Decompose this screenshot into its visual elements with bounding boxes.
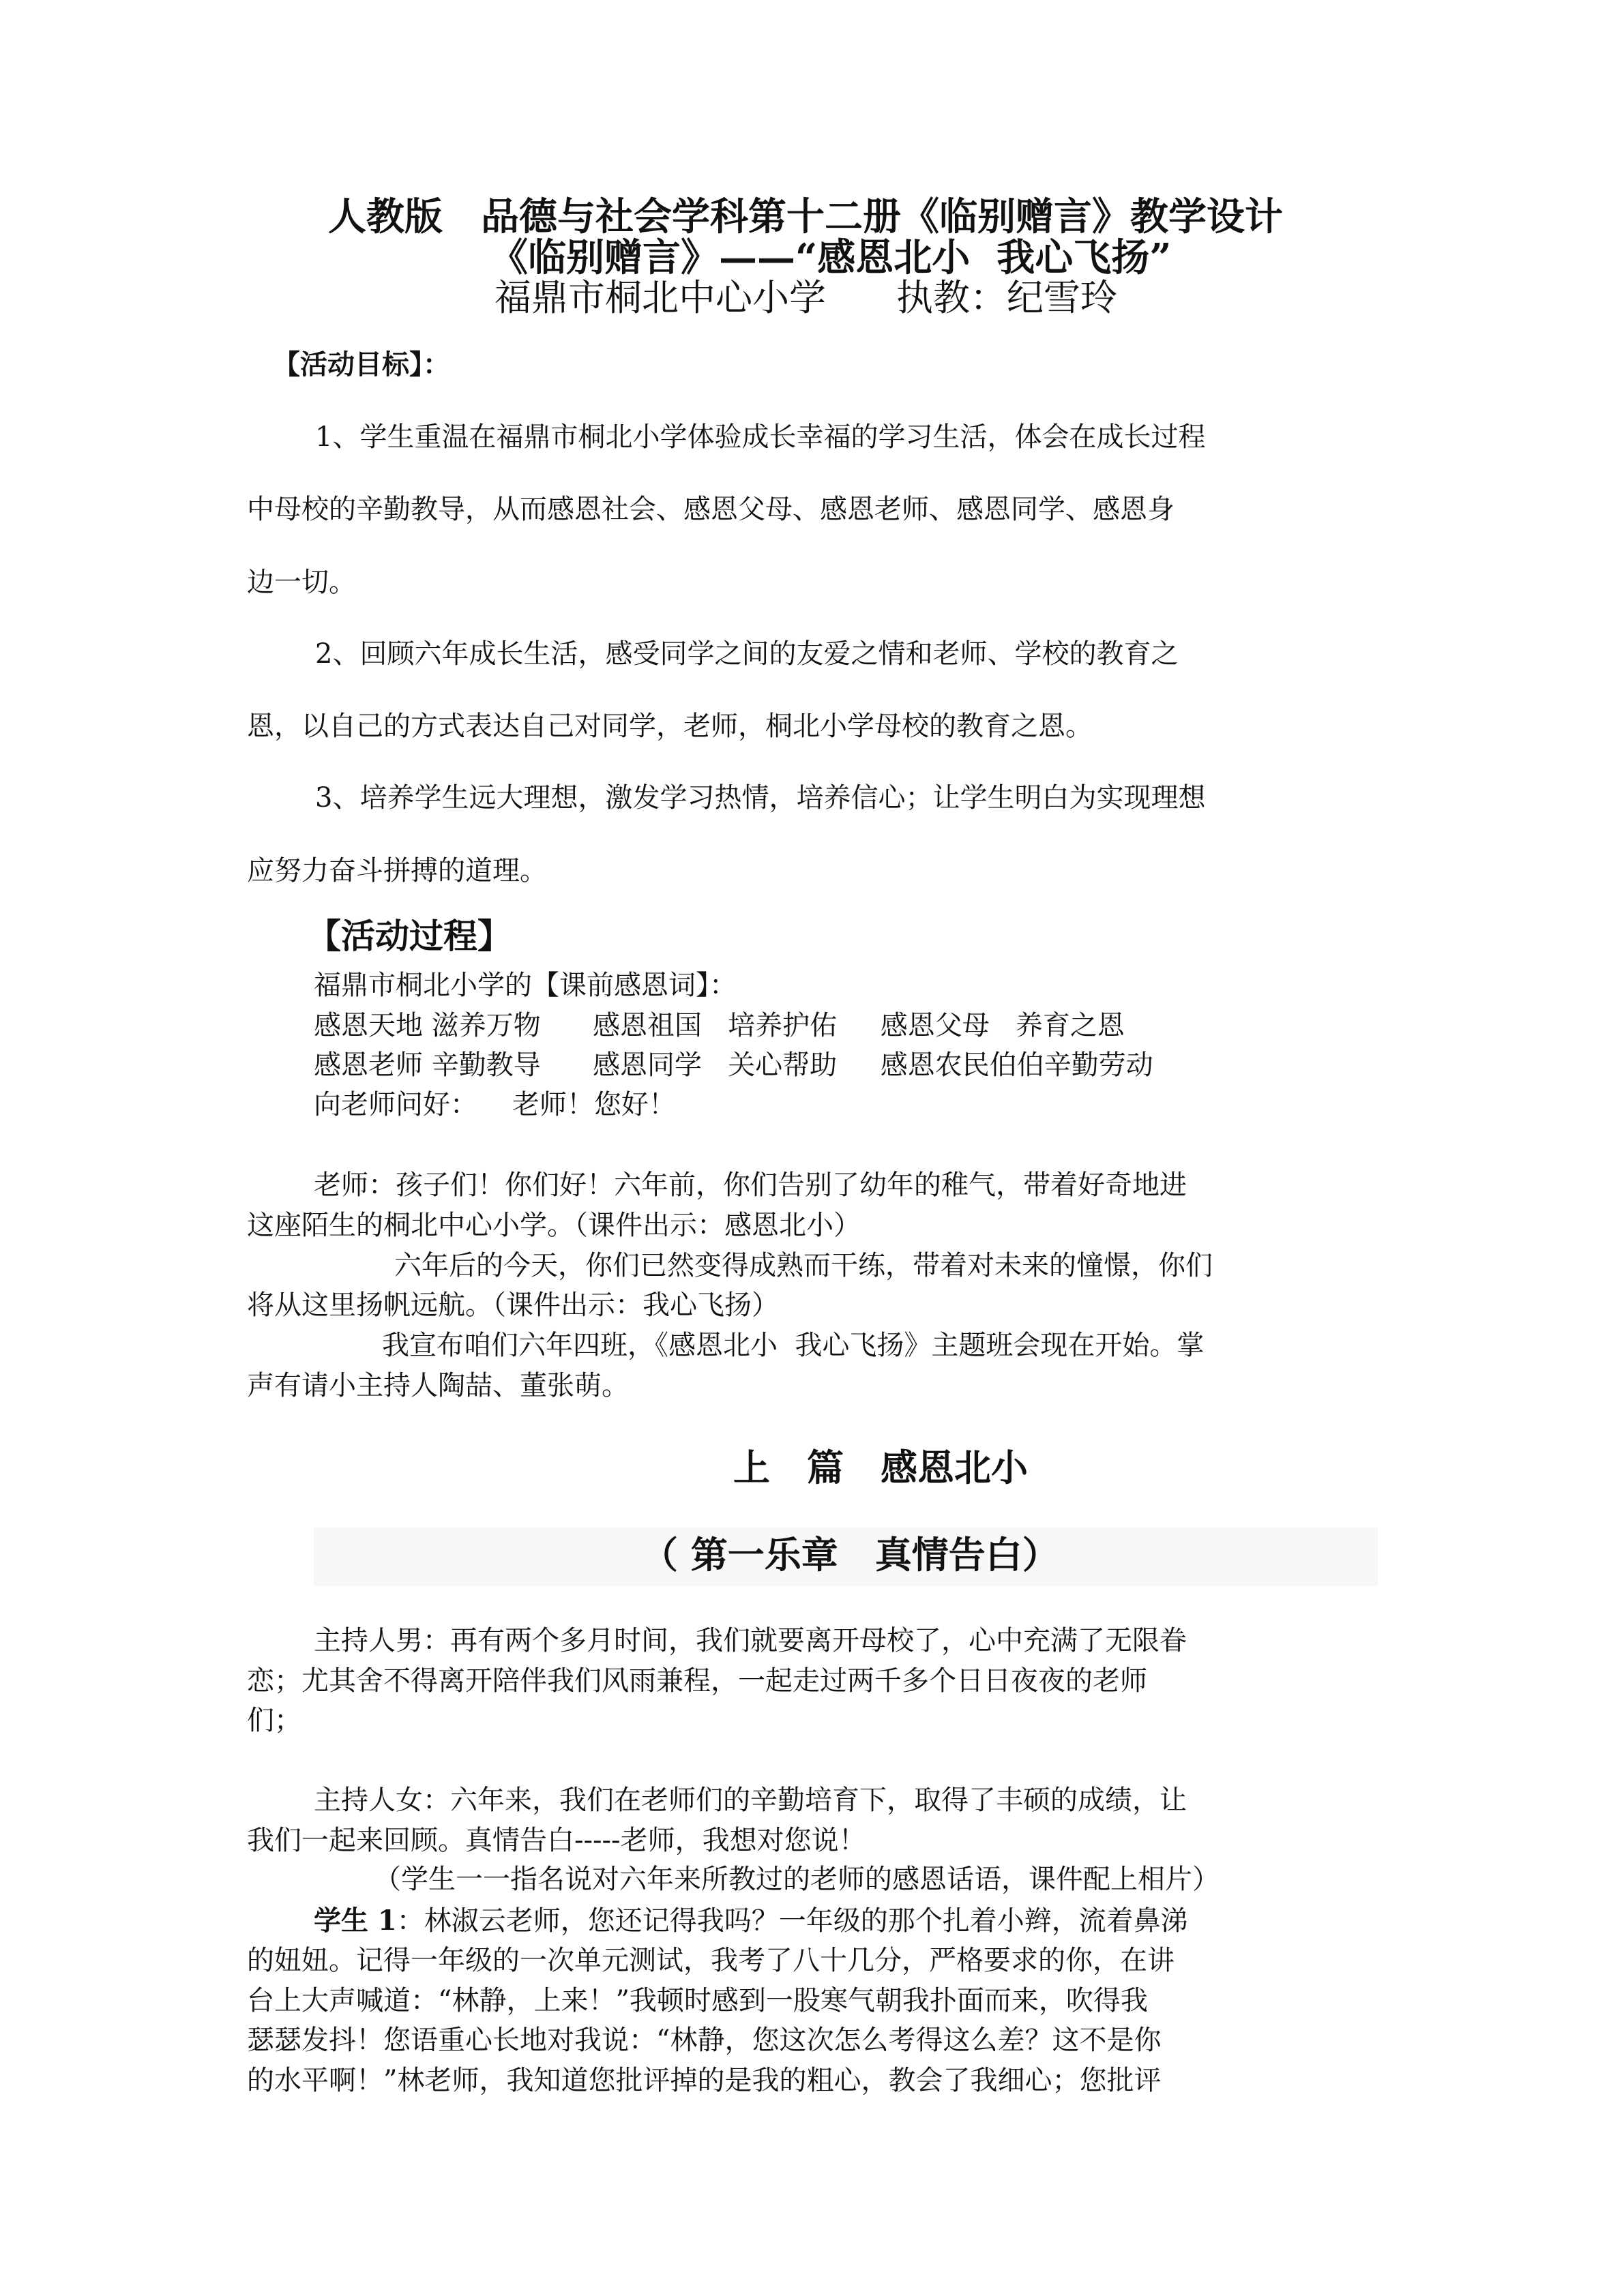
teacher-line: 我宣布咱们六年四班，《感恩北小 我心飞扬》主题班会现在开始。掌 bbox=[382, 1330, 1205, 1361]
dialogue-line: 们； bbox=[247, 1705, 301, 1736]
student-1-line: 瑟瑟发抖！您语重心长地对我说：“林静，您这次怎么考得这么差？这不是你 bbox=[247, 2025, 1162, 2056]
part-title: 上 篇 感恩北小 bbox=[733, 1446, 1028, 1489]
student-1-text: ：林淑云老师，您还记得我吗？一年级的那个扎着小辫，流着鼻涕 bbox=[396, 1905, 1188, 1937]
student-1-line: 台上大声喊道：“林静，上来！”我顿时感到一股寒气朝我扑面而来，吹得我 bbox=[247, 1985, 1148, 2016]
teacher-line: 六年后的今天，你们已然变得成熟而干练，带着对未来的憧憬，你们 bbox=[394, 1250, 1213, 1281]
goals-line: 边一切。 bbox=[247, 567, 356, 598]
student-1-line bbox=[314, 1907, 1188, 1935]
process-line: 感恩老师 辛勤教导 感恩同学 关心帮助 感恩农民伯伯辛勤劳动 bbox=[314, 1049, 1153, 1081]
dialogue-line: 主持人女：六年来，我们在老师们的辛勤培育下，取得了丰硕的成绩，让 bbox=[314, 1785, 1187, 1816]
student-1-label: 学生 1 bbox=[314, 1905, 397, 1937]
teacher-line: 声有请小主持人陶喆、董张萌。 bbox=[247, 1370, 629, 1401]
student-1-line: 的水平啊！”林老师，我知道您批评掉的是我的粗心，教会了我细心；您批评 bbox=[247, 2065, 1162, 2096]
dialogue-line: 主持人男：再有两个多月时间，我们就要离开母校了，心中充满了无限眷 bbox=[314, 1625, 1187, 1656]
process-line: 向老师问好： 老师！您好！ bbox=[314, 1089, 676, 1120]
goals-heading: 【活动目标】： bbox=[273, 348, 450, 381]
goals-line: 应努力奋斗拼搏的道理。 bbox=[247, 855, 547, 886]
student-1-line: 的妞妞。记得一年级的一次单元测试，我考了八十几分，严格要求的你，在讲 bbox=[247, 1945, 1175, 1976]
goals-line: 中母校的辛勤教导，从而感恩社会、感恩父母、感恩老师、感恩同学、感恩身 bbox=[247, 494, 1175, 525]
dialogue-line: 恋；尤其舍不得离开陪伴我们风雨兼程，一起走过两千多个日日夜夜的老师 bbox=[247, 1665, 1147, 1697]
teacher-line: 老师：孩子们！你们好！六年前，你们告别了幼年的稚气，带着好奇地进 bbox=[314, 1169, 1187, 1201]
teacher-line: 这座陌生的桐北中心小学。（课件出示：感恩北小） bbox=[247, 1210, 861, 1241]
goals-line: 2、回顾六年成长生活，感受同学之间的友爱之情和老师、学校的教育之 bbox=[315, 638, 1179, 670]
document-author-line: 福鼎市桐北中心小学 执教：纪雪玲 bbox=[494, 276, 1117, 319]
goals-line: 恩，以自己的方式表达自己对同学，老师，桐北小学母校的教育之恩。 bbox=[247, 711, 1093, 742]
process-line: 感恩天地 滋养万物 感恩祖国 培养护佑 感恩父母 养育之恩 bbox=[314, 1010, 1125, 1041]
goals-line: 1、学生重温在福鼎市桐北小学体验成长幸福的学习生活，体会在成长过程 bbox=[315, 421, 1206, 453]
teacher-line: 将从这里扬帆远航。（课件出示：我心飞扬） bbox=[247, 1289, 779, 1321]
process-line: 福鼎市桐北小学的【课前感恩词】： bbox=[314, 970, 737, 1001]
goals-line: 3、培养学生远大理想，激发学习热情，培养信心；让学生明白为实现理想 bbox=[315, 782, 1206, 814]
dialogue-line: （学生一一指名说对六年来所教过的老师的感恩话语，课件配上相片） bbox=[374, 1864, 1220, 1895]
process-heading: 【活动过程】 bbox=[307, 916, 512, 956]
chapter-title: （ 第一乐章 真情告白） bbox=[641, 1533, 1059, 1577]
document-title: 人教版 品德与社会学科第十二册《临别赠言》教学设计 bbox=[328, 194, 1283, 239]
document-subtitle: 《临别赠言》——“感恩北小 我心飞扬” bbox=[490, 235, 1172, 280]
dialogue-line: 我们一起来回顾。真情告白-----老师，我想对您说！ bbox=[247, 1825, 866, 1856]
